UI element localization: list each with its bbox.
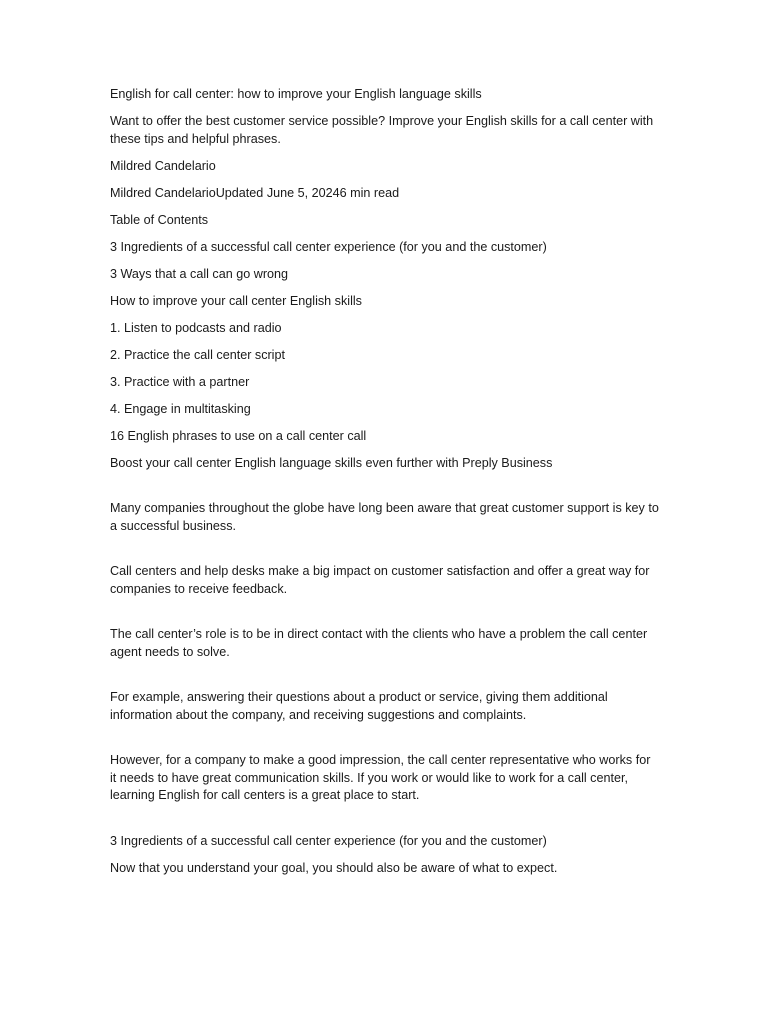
body-paragraph: For example, answering their questions about a product or service, giving them additional information about the company, and receiving suggestions and complaints. [110,690,608,722]
article-title: English for call center: how to improve your English language skills [110,87,482,101]
toc-item: 3. Practice with a partner [110,374,250,389]
toc-item: 3 Ways that a call can go wrong [110,266,289,281]
toc-heading: Table of Contents [110,212,209,227]
document-body [110,86,660,887]
toc-item: 2. Practice the call center script [110,347,285,362]
toc-item: 1. Listen to podcasts and radio [110,320,282,335]
body-paragraph: Call centers and help desks make a big impact on customer satisfaction and offer a great way for companies to receive feedback. [110,564,650,596]
toc-item: 3 Ingredients of a successful call center experience (for you and the customer) [110,239,547,254]
body-paragraph: The call center’s role is to be in direct contact with the clients who have a problem the call center agent needs to solve. [110,627,648,659]
section-intro: Now that you understand your goal, you should also be aware of what to expect. [110,860,558,875]
toc-item: How to improve your call center English skills [110,293,362,308]
toc-item: 4. Engage in multitasking [110,401,251,416]
byline: Mildred CandelarioUpdated June 5, 20246 min read [110,185,400,200]
toc-item: Boost your call center English language skills even further with Preply Business [110,455,553,470]
toc-item: 16 English phrases to use on a call center call [110,428,367,443]
author-name: Mildred Candelario [110,158,216,173]
body-paragraph: Many companies throughout the globe have long been aware that great customer support is key to a successful business. [110,501,659,533]
body-paragraph: However, for a company to make a good impression, the call center representative who works for it needs to have great communication skills. If you work or would like to work for a call center, learning English for call centers is a great place to start. [110,753,651,802]
section-heading: 3 Ingredients of a successful call center experience (for you and the customer) [110,833,547,848]
article-subtitle: Want to offer the best customer service possible? Improve your English skills for a call center with these tips and helpful phrases. [110,114,654,146]
